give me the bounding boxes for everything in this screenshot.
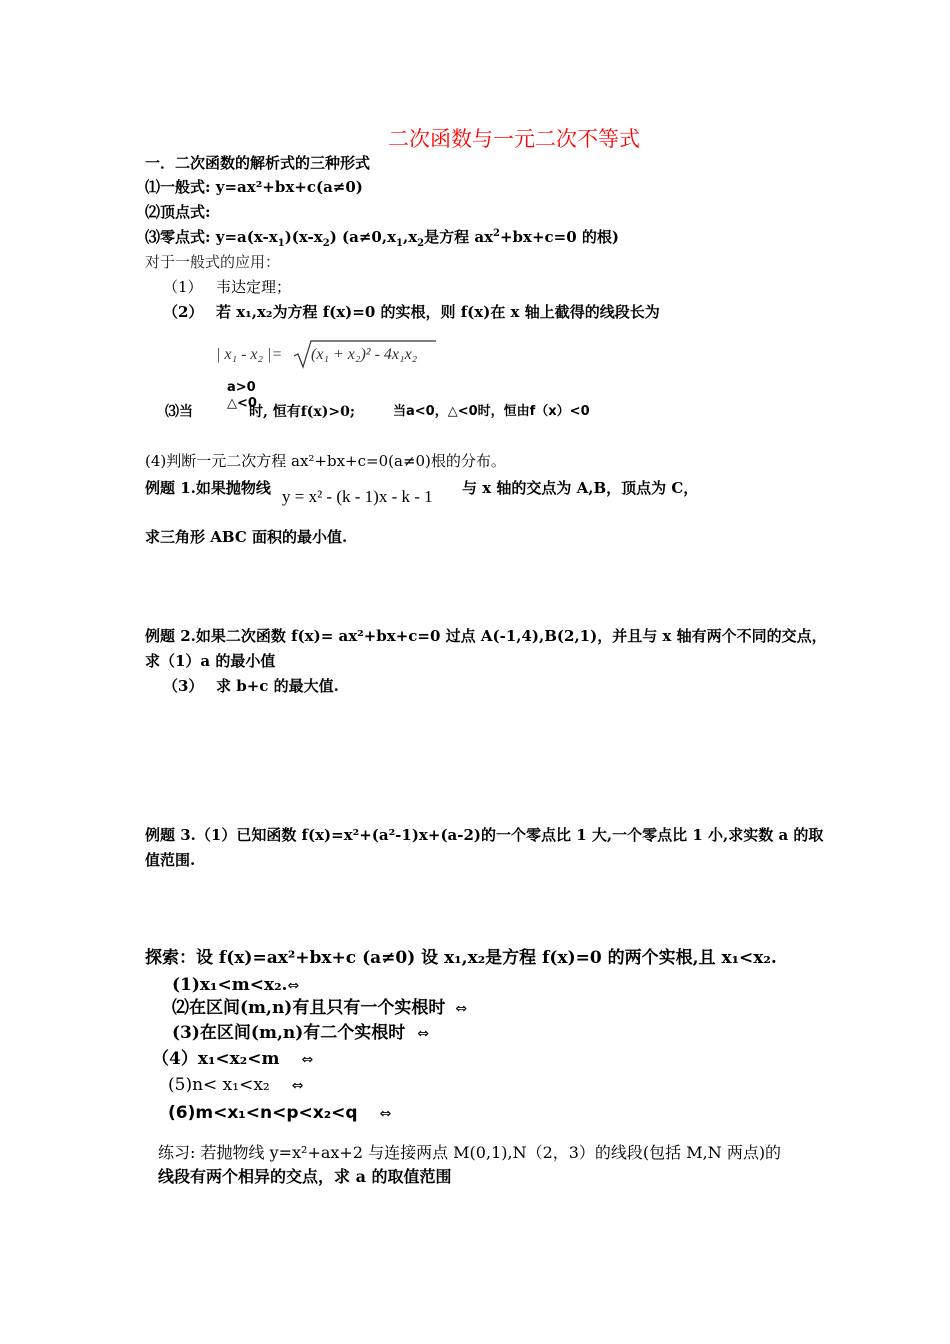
item2-text: 若 x₁,x₂为方程 f(x)=0 的实根，则 f(x)在 x 轴上截得的线段长为 [216,303,660,321]
section-heading: 一．二次函数的解析式的三种形式 [145,154,371,172]
example1-question: 求三角形 ABC 面积的最小值. [145,528,348,546]
general-form: ⑴一般式: y=ax²+bx+c(a≠0) [145,178,363,196]
item3-second-case: 当a<0，△<0时，恒由f（x）<0 [393,404,590,419]
explore-case4: （4）x₁<x₂<m ⇔ [152,1049,314,1069]
vertex-form: ⑵顶点式: [145,203,211,221]
example3-line1: 例题 3.（1）已知函数 f(x)=x²+(a²-1)x+(a-2)的一个零点比 1 大,一个零点比 1 小,求实数 a 的取 [145,826,824,844]
explore-case5: (5)n< x₁<x₂ ⇔ [168,1075,304,1095]
example1-label: 例题 1.如果抛物线 [145,479,271,497]
page-title: 二次函数与一元二次不等式 [388,127,640,151]
distance-formula-lhs: | x₁ - x₂ |= [216,346,283,363]
item3-result: 时, 恒有f(x)>0; [249,404,356,420]
example2-item-number: （3） [163,677,204,695]
equivalent-icon: ⇔ [379,1106,392,1122]
example1-formula: y = x² - (k - 1)x - k - 1 [282,487,433,506]
application-label: 对于一般式的应用： [145,253,281,271]
equivalent-icon: ⇔ [417,1026,430,1042]
distance-formula-rhs: (x₁ + x₂)² - 4x₁x₂ [311,346,418,363]
explore-heading: 探索：设 f(x)=ax²+bx+c (a≠0) 设 x₁,x₂是方程 f(x)=0 的两个实根,且 x₁<x₂. [145,948,777,968]
example1-text: 与 x 轴的交点为 A,B，顶点为 C， [462,479,699,497]
example2-line2: 求（1）a 的最小值 [145,652,276,670]
equivalent-icon: ⇔ [287,978,300,994]
explore-case2: ⑵在区间(m,n)有且只有一个实根时 ⇔ [172,998,468,1018]
explore-case1: (1)x₁<m<x₂.⇔ [172,975,300,995]
equivalent-icon: ⇔ [455,1001,468,1017]
equivalent-icon: ⇔ [301,1052,314,1068]
explore-case3: (3)在区间(m,n)有二个实根时 ⇔ [172,1023,430,1043]
condition-a-positive: a>0 [227,380,256,395]
item2-number: （2） [163,303,204,321]
item4: (4)判断一元二次方程 ax²+bx+c=0(a≠0)根的分布。 [145,452,506,470]
practice-line1: 练习: 若抛物线 y=x²+ax+2 与连接两点 M(0,1),N（2，3）的线段(包括 M,N 两点)的 [158,1143,782,1162]
condition-discriminant-negative: △<0 [227,396,257,411]
item1-number: （1） [163,278,203,296]
explore-case6: (6)m<x₁<n<p<x₂<q ⇔ [168,1103,392,1123]
practice-line2: 线段有两个相异的交点，求 a 的取值范围 [158,1167,452,1186]
zero-form: ⑶零点式: $y=a(x-x_1)(x-x_2)$ ($a\ne 0,x_1,x_2$是方程 $ax^2+bx+c=0$ 的根) [145,228,620,249]
example2-line1: 例题 2.如果二次函数 f(x)= ax²+bx+c=0 过点 A(-1,4),B(2,1)，并且与 x 轴有两个不同的交点， [145,627,827,645]
example2-item-text: 求 b+c 的最大值. [216,677,339,695]
item1-text: 韦达定理； [216,278,292,296]
equivalent-icon: ⇔ [291,1078,304,1094]
item3-prefix: ⑶当 [165,404,193,420]
example3-line2: 值范围. [145,851,196,869]
